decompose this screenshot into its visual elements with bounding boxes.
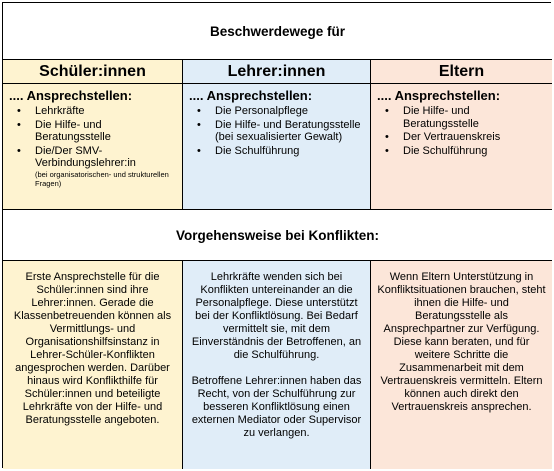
list-item: • Lehrkräfte <box>35 105 176 118</box>
contacts-list <box>9 105 176 188</box>
conflict-text-parents <box>371 261 552 469</box>
conflict-text-teachers <box>183 261 371 469</box>
contacts-parents <box>371 84 552 210</box>
paragraph: Betroffene Lehrer:innen haben das Recht, von der Schulführung zur besseren Konfliktlösung einen externen Mediator oder Supervisor zu verlangen. <box>191 375 362 439</box>
list-item: • Der Vertrauenskreis <box>403 131 546 144</box>
paragraph: Lehrkräfte wenden sich bei Konflikten untereinander an die Personalpflege. Diese unterstützt bei der Konfliktlösung. Bei Bedarf vermittelt sie, mit dem Einverständnis der Betroffenen, an die Schulführung. <box>191 271 362 361</box>
table-title: Beschwerdewege für <box>3 3 552 60</box>
contacts-teachers <box>183 84 371 210</box>
contacts-title: .... Ansprechstellen: <box>9 88 133 103</box>
list-item: • Die Hilfe- und Beratungsstelle <box>403 105 546 130</box>
contacts-title: .... Ansprechstellen: <box>377 88 501 103</box>
list-item: • Die Hilfe- und Beratungsstelle (bei sexualisierter Gewalt) <box>215 119 364 144</box>
list-item-label: Die/Der SMV-Verbindungslehrer:in <box>35 144 136 169</box>
list-item: • Die Schulführung <box>215 145 364 158</box>
column-heading-students: Schüler:innen <box>3 60 183 84</box>
list-item: • Die Hilfe- und Beratungsstelle <box>35 119 176 144</box>
list-item-note: (bei organisatorischen- und strukturellen Fragen) <box>35 169 169 188</box>
column-heading-parents: Eltern <box>371 60 552 84</box>
paragraph: Wenn Eltern Unterstützung in Konfliktsituationen brauchen, steht ihnen die Hilfe- und Beratungsstelle als Ansprechpartner zur Verfügung. Diese kann beraten, und für weitere Schritte die Zusammenarbeit mit dem Vertrauenskreis vermitteln. Eltern können auch direkt den Vertrauenskreis ansprechen. <box>377 271 546 413</box>
section-title-conflicts: Vorgehensweise bei Konflikten: <box>3 210 552 261</box>
conflict-text-students <box>3 261 183 469</box>
column-heading-teachers: Lehrer:innen <box>183 60 371 84</box>
contacts-students <box>3 84 183 210</box>
list-item: • Die Schulführung <box>403 145 546 158</box>
contacts-list <box>189 105 364 157</box>
list-item <box>35 145 176 188</box>
complaint-table <box>2 2 551 468</box>
list-item: • Die Personalpflege <box>215 105 364 118</box>
contacts-title: .... Ansprechstellen: <box>189 88 313 103</box>
paragraph: Erste Ansprechstelle für die Schüler:innen sind ihre Lehrer:innen. Gerade die Klassenbetreuenden können als Vermittlungs- und Organisationshilfsinstanz in Lehrer-Schüler-Konflikten angesprochen werden. Darüber hinaus wird Konflikthilfe für Schüler:innen und beteiligte Lehrkräfte von der Hilfe- und Beratungsstelle angeboten. <box>13 271 172 426</box>
contacts-list <box>377 105 546 157</box>
